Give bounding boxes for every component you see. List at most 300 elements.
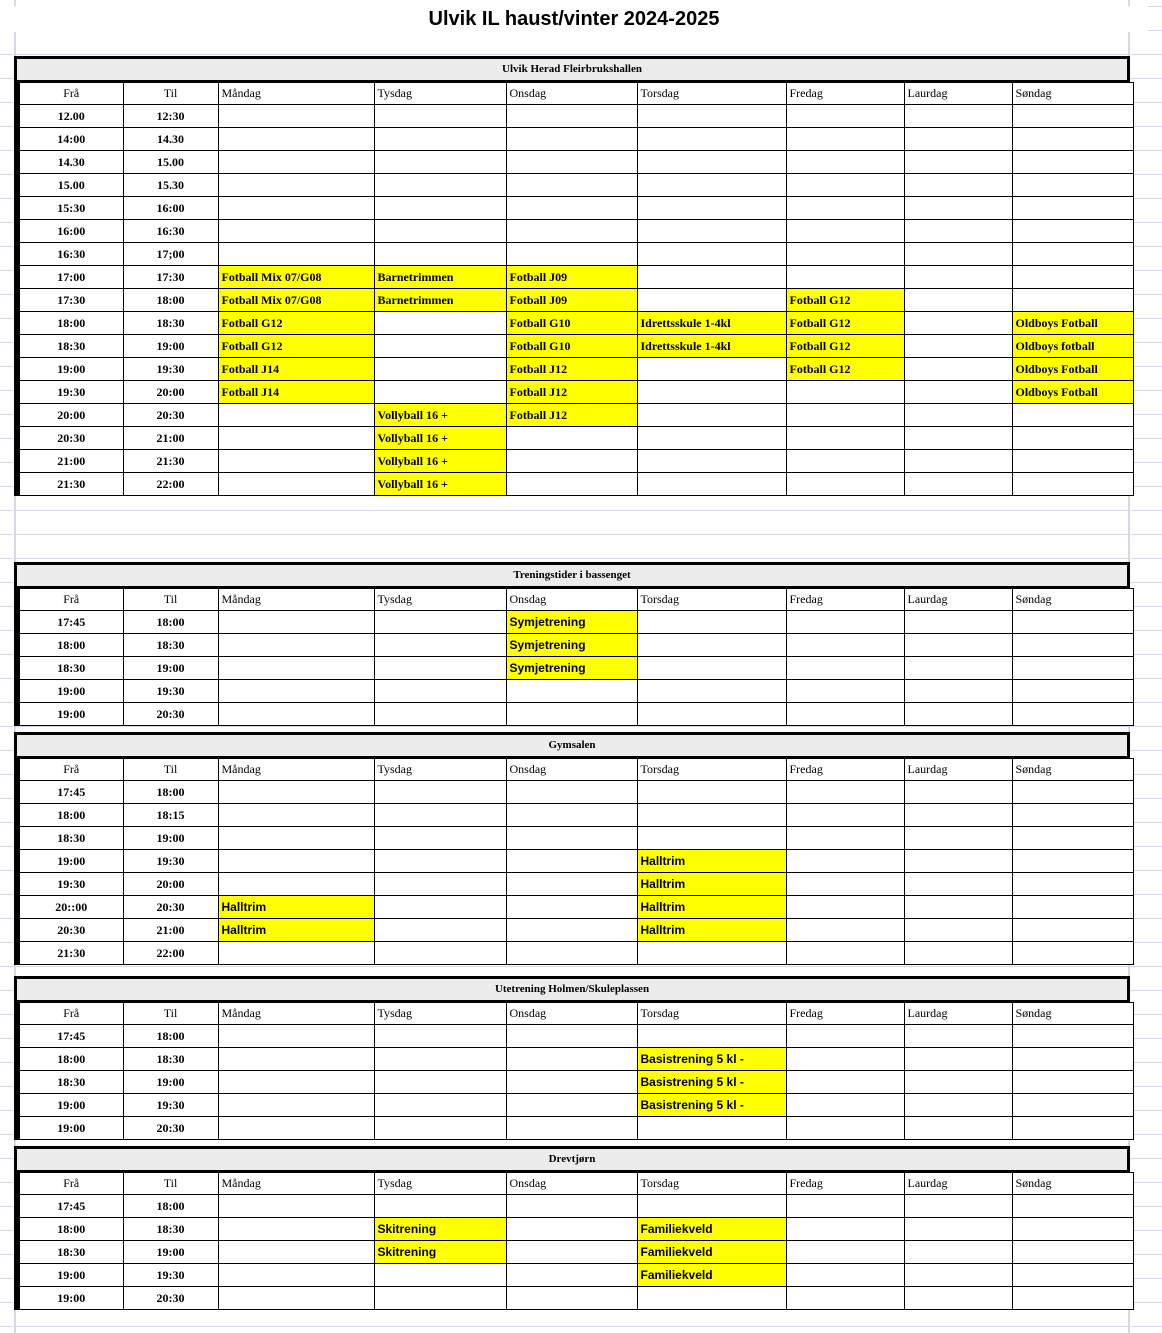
empty-cell[interactable] bbox=[218, 450, 374, 473]
empty-cell[interactable] bbox=[786, 105, 904, 128]
empty-cell[interactable] bbox=[374, 197, 506, 220]
empty-cell[interactable] bbox=[904, 105, 1012, 128]
empty-cell[interactable] bbox=[506, 680, 637, 703]
empty-cell[interactable] bbox=[1012, 151, 1133, 174]
empty-cell[interactable] bbox=[1012, 919, 1133, 942]
empty-cell[interactable] bbox=[786, 781, 904, 804]
empty-cell[interactable] bbox=[1012, 1218, 1133, 1241]
empty-cell[interactable] bbox=[904, 634, 1012, 657]
empty-cell[interactable] bbox=[1012, 174, 1133, 197]
activity-cell[interactable]: Barnetrimmen bbox=[374, 289, 506, 312]
empty-cell[interactable] bbox=[904, 243, 1012, 266]
empty-cell[interactable] bbox=[506, 781, 637, 804]
empty-cell[interactable] bbox=[637, 1025, 786, 1048]
activity-cell[interactable]: Halltrim bbox=[637, 919, 786, 942]
empty-cell[interactable] bbox=[637, 473, 786, 496]
empty-cell[interactable] bbox=[637, 174, 786, 197]
empty-cell[interactable] bbox=[786, 611, 904, 634]
empty-cell[interactable] bbox=[1012, 1117, 1133, 1140]
empty-cell[interactable] bbox=[904, 942, 1012, 965]
empty-cell[interactable] bbox=[904, 1094, 1012, 1117]
empty-cell[interactable] bbox=[1012, 850, 1133, 873]
empty-cell[interactable] bbox=[904, 873, 1012, 896]
empty-cell[interactable] bbox=[374, 151, 506, 174]
activity-cell[interactable]: Barnetrimmen bbox=[374, 266, 506, 289]
header-day: Søndag bbox=[1012, 83, 1133, 105]
empty-cell[interactable] bbox=[1012, 827, 1133, 850]
activity-cell[interactable]: Fotball J14 bbox=[218, 358, 374, 381]
empty-cell[interactable] bbox=[637, 781, 786, 804]
empty-cell[interactable] bbox=[374, 896, 506, 919]
empty-cell[interactable] bbox=[506, 473, 637, 496]
empty-cell[interactable] bbox=[1012, 128, 1133, 151]
empty-cell[interactable] bbox=[904, 804, 1012, 827]
empty-cell[interactable] bbox=[786, 427, 904, 450]
empty-cell[interactable] bbox=[637, 703, 786, 726]
activity-cell[interactable]: Oldboys fotball bbox=[1012, 335, 1133, 358]
empty-cell[interactable] bbox=[904, 1218, 1012, 1241]
empty-cell[interactable] bbox=[786, 220, 904, 243]
empty-cell[interactable] bbox=[218, 427, 374, 450]
empty-cell[interactable] bbox=[506, 1071, 637, 1094]
activity-cell[interactable]: Halltrim bbox=[218, 919, 374, 942]
empty-cell[interactable] bbox=[904, 151, 1012, 174]
empty-cell[interactable] bbox=[1012, 611, 1133, 634]
empty-cell[interactable] bbox=[637, 289, 786, 312]
empty-cell[interactable] bbox=[786, 1264, 904, 1287]
empty-cell[interactable] bbox=[218, 1241, 374, 1264]
empty-cell[interactable] bbox=[1012, 942, 1133, 965]
activity-cell[interactable]: Oldboys Fotball bbox=[1012, 312, 1133, 335]
empty-cell[interactable] bbox=[218, 680, 374, 703]
empty-cell[interactable] bbox=[637, 827, 786, 850]
activity-cell[interactable]: Fotball G10 bbox=[506, 335, 637, 358]
empty-cell[interactable] bbox=[1012, 243, 1133, 266]
activity-cell[interactable]: Fotball J09 bbox=[506, 289, 637, 312]
empty-cell[interactable] bbox=[786, 243, 904, 266]
empty-cell[interactable] bbox=[218, 151, 374, 174]
empty-cell[interactable] bbox=[506, 896, 637, 919]
activity-cell[interactable]: Idrettsskule 1-4kl bbox=[637, 335, 786, 358]
empty-cell[interactable] bbox=[786, 1195, 904, 1218]
empty-cell[interactable] bbox=[637, 105, 786, 128]
empty-cell[interactable] bbox=[786, 381, 904, 404]
empty-cell[interactable] bbox=[218, 1195, 374, 1218]
activity-cell[interactable]: Symjetrening bbox=[506, 611, 637, 634]
empty-cell[interactable] bbox=[1012, 1071, 1133, 1094]
table-row bbox=[17, 634, 1133, 657]
empty-cell[interactable] bbox=[786, 703, 904, 726]
empty-cell[interactable] bbox=[374, 1094, 506, 1117]
empty-cell[interactable] bbox=[637, 220, 786, 243]
empty-cell[interactable] bbox=[506, 128, 637, 151]
empty-cell[interactable] bbox=[218, 942, 374, 965]
empty-cell[interactable] bbox=[374, 220, 506, 243]
empty-cell[interactable] bbox=[374, 680, 506, 703]
activity-cell[interactable]: Skitrening bbox=[374, 1218, 506, 1241]
empty-cell[interactable] bbox=[218, 128, 374, 151]
empty-cell[interactable] bbox=[904, 1195, 1012, 1218]
empty-cell[interactable] bbox=[904, 1287, 1012, 1310]
empty-cell[interactable] bbox=[506, 1025, 637, 1048]
empty-cell[interactable] bbox=[637, 657, 786, 680]
empty-cell[interactable] bbox=[506, 804, 637, 827]
empty-cell[interactable] bbox=[506, 427, 637, 450]
activity-cell[interactable]: Fotball J14 bbox=[218, 381, 374, 404]
time-from-cell: 17:00 bbox=[17, 266, 123, 289]
empty-cell[interactable] bbox=[786, 827, 904, 850]
empty-cell[interactable] bbox=[374, 611, 506, 634]
empty-cell[interactable] bbox=[506, 174, 637, 197]
empty-cell[interactable] bbox=[904, 919, 1012, 942]
empty-cell[interactable] bbox=[1012, 197, 1133, 220]
empty-cell[interactable] bbox=[904, 1241, 1012, 1264]
empty-cell[interactable] bbox=[637, 197, 786, 220]
empty-cell[interactable] bbox=[218, 850, 374, 873]
empty-cell[interactable] bbox=[506, 1264, 637, 1287]
empty-cell[interactable] bbox=[218, 1117, 374, 1140]
empty-cell[interactable] bbox=[637, 404, 786, 427]
activity-cell[interactable]: Halltrim bbox=[637, 873, 786, 896]
empty-cell[interactable] bbox=[1012, 634, 1133, 657]
empty-cell[interactable] bbox=[1012, 266, 1133, 289]
activity-cell[interactable]: Fotball G10 bbox=[506, 312, 637, 335]
empty-cell[interactable] bbox=[1012, 427, 1133, 450]
empty-cell[interactable] bbox=[786, 1048, 904, 1071]
empty-cell[interactable] bbox=[506, 1048, 637, 1071]
activity-cell[interactable]: Fotball Mix 07/G08 bbox=[218, 266, 374, 289]
empty-cell[interactable] bbox=[904, 128, 1012, 151]
activity-cell[interactable]: Basistrening 5 kl - bbox=[637, 1094, 786, 1117]
activity-cell[interactable]: Fotball J12 bbox=[506, 381, 637, 404]
activity-cell[interactable]: Oldboys Fotball bbox=[1012, 381, 1133, 404]
empty-cell[interactable] bbox=[1012, 1241, 1133, 1264]
empty-cell[interactable] bbox=[506, 105, 637, 128]
empty-cell[interactable] bbox=[786, 942, 904, 965]
empty-cell[interactable] bbox=[218, 703, 374, 726]
empty-cell[interactable] bbox=[904, 781, 1012, 804]
empty-cell[interactable] bbox=[637, 1195, 786, 1218]
activity-cell[interactable]: Halltrim bbox=[218, 896, 374, 919]
empty-cell[interactable] bbox=[786, 873, 904, 896]
empty-cell[interactable] bbox=[374, 804, 506, 827]
activity-cell[interactable]: Fotball Mix 07/G08 bbox=[218, 289, 374, 312]
empty-cell[interactable] bbox=[904, 1071, 1012, 1094]
empty-cell[interactable] bbox=[374, 335, 506, 358]
empty-cell[interactable] bbox=[637, 381, 786, 404]
empty-cell[interactable] bbox=[786, 896, 904, 919]
empty-cell[interactable] bbox=[637, 680, 786, 703]
empty-cell[interactable] bbox=[637, 611, 786, 634]
empty-cell[interactable] bbox=[904, 827, 1012, 850]
empty-cell[interactable] bbox=[218, 174, 374, 197]
empty-cell[interactable] bbox=[637, 804, 786, 827]
empty-cell[interactable] bbox=[218, 243, 374, 266]
empty-cell[interactable] bbox=[374, 1025, 506, 1048]
empty-cell[interactable] bbox=[374, 850, 506, 873]
activity-cell[interactable]: Symjetrening bbox=[506, 657, 637, 680]
empty-cell[interactable] bbox=[786, 404, 904, 427]
empty-cell[interactable] bbox=[786, 1094, 904, 1117]
empty-cell[interactable] bbox=[374, 873, 506, 896]
empty-cell[interactable] bbox=[506, 1094, 637, 1117]
empty-cell[interactable] bbox=[904, 174, 1012, 197]
header-day: Fredag bbox=[786, 1173, 904, 1195]
activity-cell[interactable]: Skitrening bbox=[374, 1241, 506, 1264]
empty-cell[interactable] bbox=[637, 1117, 786, 1140]
empty-cell[interactable] bbox=[786, 1117, 904, 1140]
empty-cell[interactable] bbox=[506, 243, 637, 266]
empty-cell[interactable] bbox=[904, 404, 1012, 427]
activity-cell[interactable]: Halltrim bbox=[637, 850, 786, 873]
activity-cell[interactable]: Oldboys Fotball bbox=[1012, 358, 1133, 381]
activity-cell[interactable]: Fotball J09 bbox=[506, 266, 637, 289]
activity-cell[interactable]: Idrettsskule 1-4kl bbox=[637, 312, 786, 335]
empty-cell[interactable] bbox=[1012, 105, 1133, 128]
empty-cell[interactable] bbox=[218, 1048, 374, 1071]
empty-cell[interactable] bbox=[374, 358, 506, 381]
empty-cell[interactable] bbox=[904, 358, 1012, 381]
empty-cell[interactable] bbox=[904, 220, 1012, 243]
empty-cell[interactable] bbox=[506, 827, 637, 850]
time-from-cell: 18:30 bbox=[17, 335, 123, 358]
empty-cell[interactable] bbox=[218, 1094, 374, 1117]
empty-cell[interactable] bbox=[374, 105, 506, 128]
schedule-table bbox=[14, 1172, 1134, 1310]
empty-cell[interactable] bbox=[374, 381, 506, 404]
empty-cell[interactable] bbox=[218, 657, 374, 680]
activity-cell[interactable]: Vollyball 16 + bbox=[374, 404, 506, 427]
activity-cell[interactable]: Fotball J12 bbox=[506, 404, 637, 427]
empty-cell[interactable] bbox=[374, 634, 506, 657]
empty-cell[interactable] bbox=[786, 1025, 904, 1048]
empty-cell[interactable] bbox=[637, 128, 786, 151]
empty-cell[interactable] bbox=[374, 1071, 506, 1094]
empty-cell[interactable] bbox=[637, 634, 786, 657]
empty-cell[interactable] bbox=[786, 128, 904, 151]
activity-cell[interactable]: Vollyball 16 + bbox=[374, 427, 506, 450]
activity-cell[interactable]: Familiekveld bbox=[637, 1264, 786, 1287]
empty-cell[interactable] bbox=[506, 919, 637, 942]
empty-cell[interactable] bbox=[786, 657, 904, 680]
activity-cell[interactable]: Fotball G12 bbox=[786, 358, 904, 381]
empty-cell[interactable] bbox=[637, 358, 786, 381]
activity-cell[interactable]: Vollyball 16 + bbox=[374, 450, 506, 473]
empty-cell[interactable] bbox=[637, 450, 786, 473]
empty-cell[interactable] bbox=[1012, 804, 1133, 827]
empty-cell[interactable] bbox=[904, 450, 1012, 473]
empty-cell[interactable] bbox=[374, 942, 506, 965]
empty-cell[interactable] bbox=[374, 1048, 506, 1071]
activity-cell[interactable]: Fotball G12 bbox=[218, 312, 374, 335]
empty-cell[interactable] bbox=[506, 1195, 637, 1218]
empty-cell[interactable] bbox=[506, 1218, 637, 1241]
empty-cell[interactable] bbox=[637, 266, 786, 289]
header-to: Til bbox=[123, 1003, 218, 1025]
empty-cell[interactable] bbox=[218, 1071, 374, 1094]
activity-cell[interactable]: Familiekveld bbox=[637, 1218, 786, 1241]
activity-cell[interactable]: Fotball J12 bbox=[506, 358, 637, 381]
empty-cell[interactable] bbox=[218, 197, 374, 220]
empty-cell[interactable] bbox=[506, 1117, 637, 1140]
table-row bbox=[17, 611, 1133, 634]
header-day: Onsdag bbox=[506, 589, 637, 611]
empty-cell[interactable] bbox=[1012, 289, 1133, 312]
empty-cell[interactable] bbox=[904, 335, 1012, 358]
empty-cell[interactable] bbox=[218, 781, 374, 804]
time-from-cell: 19:00 bbox=[17, 1117, 123, 1140]
empty-cell[interactable] bbox=[218, 611, 374, 634]
empty-cell[interactable] bbox=[218, 804, 374, 827]
empty-cell[interactable] bbox=[786, 919, 904, 942]
empty-cell[interactable] bbox=[904, 427, 1012, 450]
empty-cell[interactable] bbox=[904, 197, 1012, 220]
empty-cell[interactable] bbox=[904, 896, 1012, 919]
empty-cell[interactable] bbox=[218, 1025, 374, 1048]
header-day: Måndag bbox=[218, 83, 374, 105]
activity-cell[interactable]: Fotball G12 bbox=[218, 335, 374, 358]
empty-cell[interactable] bbox=[506, 1241, 637, 1264]
empty-cell[interactable] bbox=[786, 634, 904, 657]
empty-cell[interactable] bbox=[374, 1264, 506, 1287]
section-5 bbox=[14, 1146, 1130, 1310]
empty-cell[interactable] bbox=[1012, 220, 1133, 243]
schedule-table bbox=[14, 1002, 1134, 1140]
activity-cell[interactable]: Fotball G12 bbox=[786, 289, 904, 312]
empty-cell[interactable] bbox=[506, 220, 637, 243]
empty-cell[interactable] bbox=[637, 1287, 786, 1310]
empty-cell[interactable] bbox=[218, 105, 374, 128]
empty-cell[interactable] bbox=[1012, 1195, 1133, 1218]
empty-cell[interactable] bbox=[786, 473, 904, 496]
time-to-cell: 19:00 bbox=[123, 1241, 218, 1264]
empty-cell[interactable] bbox=[904, 289, 1012, 312]
empty-cell[interactable] bbox=[1012, 680, 1133, 703]
empty-cell[interactable] bbox=[1012, 781, 1133, 804]
activity-cell[interactable]: Vollyball 16 + bbox=[374, 473, 506, 496]
empty-cell[interactable] bbox=[786, 1071, 904, 1094]
empty-cell[interactable] bbox=[904, 1117, 1012, 1140]
empty-cell[interactable] bbox=[506, 703, 637, 726]
empty-cell[interactable] bbox=[506, 1287, 637, 1310]
empty-cell[interactable] bbox=[374, 128, 506, 151]
empty-cell[interactable] bbox=[1012, 1264, 1133, 1287]
empty-cell[interactable] bbox=[218, 634, 374, 657]
empty-cell[interactable] bbox=[1012, 1094, 1133, 1117]
empty-cell[interactable] bbox=[904, 381, 1012, 404]
activity-cell[interactable]: Familiekveld bbox=[637, 1241, 786, 1264]
empty-cell[interactable] bbox=[374, 657, 506, 680]
empty-cell[interactable] bbox=[1012, 657, 1133, 680]
activity-cell[interactable]: Halltrim bbox=[637, 896, 786, 919]
empty-cell[interactable] bbox=[374, 174, 506, 197]
empty-cell[interactable] bbox=[374, 243, 506, 266]
empty-cell[interactable] bbox=[904, 611, 1012, 634]
empty-cell[interactable] bbox=[374, 827, 506, 850]
empty-cell[interactable] bbox=[506, 197, 637, 220]
empty-cell[interactable] bbox=[786, 1241, 904, 1264]
empty-cell[interactable] bbox=[1012, 473, 1133, 496]
empty-cell[interactable] bbox=[637, 427, 786, 450]
empty-cell[interactable] bbox=[786, 174, 904, 197]
empty-cell[interactable] bbox=[218, 1287, 374, 1310]
empty-cell[interactable] bbox=[904, 266, 1012, 289]
empty-cell[interactable] bbox=[786, 850, 904, 873]
empty-cell[interactable] bbox=[1012, 450, 1133, 473]
empty-cell[interactable] bbox=[218, 1264, 374, 1287]
empty-cell[interactable] bbox=[1012, 873, 1133, 896]
empty-cell[interactable] bbox=[374, 1195, 506, 1218]
header-day: Fredag bbox=[786, 83, 904, 105]
time-from-cell: 21:30 bbox=[17, 473, 123, 496]
empty-cell[interactable] bbox=[786, 197, 904, 220]
empty-cell[interactable] bbox=[904, 473, 1012, 496]
empty-cell[interactable] bbox=[786, 1218, 904, 1241]
empty-cell[interactable] bbox=[374, 781, 506, 804]
empty-cell[interactable] bbox=[218, 220, 374, 243]
empty-cell[interactable] bbox=[218, 827, 374, 850]
activity-cell[interactable]: Fotball G12 bbox=[786, 312, 904, 335]
empty-cell[interactable] bbox=[904, 657, 1012, 680]
empty-cell[interactable] bbox=[1012, 404, 1133, 427]
activity-cell[interactable]: Basistrening 5 kl - bbox=[637, 1048, 786, 1071]
empty-cell[interactable] bbox=[786, 680, 904, 703]
empty-cell[interactable] bbox=[1012, 896, 1133, 919]
empty-cell[interactable] bbox=[506, 450, 637, 473]
empty-cell[interactable] bbox=[904, 312, 1012, 335]
empty-cell[interactable] bbox=[218, 404, 374, 427]
empty-cell[interactable] bbox=[374, 703, 506, 726]
empty-cell[interactable] bbox=[904, 1025, 1012, 1048]
empty-cell[interactable] bbox=[637, 243, 786, 266]
empty-cell[interactable] bbox=[374, 919, 506, 942]
empty-cell[interactable] bbox=[218, 873, 374, 896]
empty-cell[interactable] bbox=[904, 850, 1012, 873]
empty-cell[interactable] bbox=[786, 804, 904, 827]
empty-cell[interactable] bbox=[218, 473, 374, 496]
empty-cell[interactable] bbox=[904, 680, 1012, 703]
empty-cell[interactable] bbox=[904, 1048, 1012, 1071]
empty-cell[interactable] bbox=[374, 1287, 506, 1310]
empty-cell[interactable] bbox=[1012, 703, 1133, 726]
table-header-row bbox=[17, 83, 1133, 105]
empty-cell[interactable] bbox=[1012, 1287, 1133, 1310]
empty-cell[interactable] bbox=[506, 850, 637, 873]
activity-cell[interactable]: Fotball G12 bbox=[786, 335, 904, 358]
empty-cell[interactable] bbox=[786, 1287, 904, 1310]
empty-cell[interactable] bbox=[506, 151, 637, 174]
activity-cell[interactable]: Symjetrening bbox=[506, 634, 637, 657]
empty-cell[interactable] bbox=[786, 266, 904, 289]
empty-cell[interactable] bbox=[374, 1117, 506, 1140]
activity-cell[interactable]: Basistrening 5 kl - bbox=[637, 1071, 786, 1094]
empty-cell[interactable] bbox=[374, 312, 506, 335]
empty-cell[interactable] bbox=[506, 873, 637, 896]
empty-cell[interactable] bbox=[637, 942, 786, 965]
empty-cell[interactable] bbox=[637, 151, 786, 174]
empty-cell[interactable] bbox=[786, 151, 904, 174]
time-from-cell: 19:00 bbox=[17, 1287, 123, 1310]
empty-cell[interactable] bbox=[904, 703, 1012, 726]
empty-cell[interactable] bbox=[218, 1218, 374, 1241]
time-to-cell: 22:00 bbox=[123, 942, 218, 965]
empty-cell[interactable] bbox=[904, 1264, 1012, 1287]
empty-cell[interactable] bbox=[1012, 1025, 1133, 1048]
empty-cell[interactable] bbox=[506, 942, 637, 965]
empty-cell[interactable] bbox=[1012, 1048, 1133, 1071]
header-day: Torsdag bbox=[637, 589, 786, 611]
empty-cell[interactable] bbox=[786, 450, 904, 473]
